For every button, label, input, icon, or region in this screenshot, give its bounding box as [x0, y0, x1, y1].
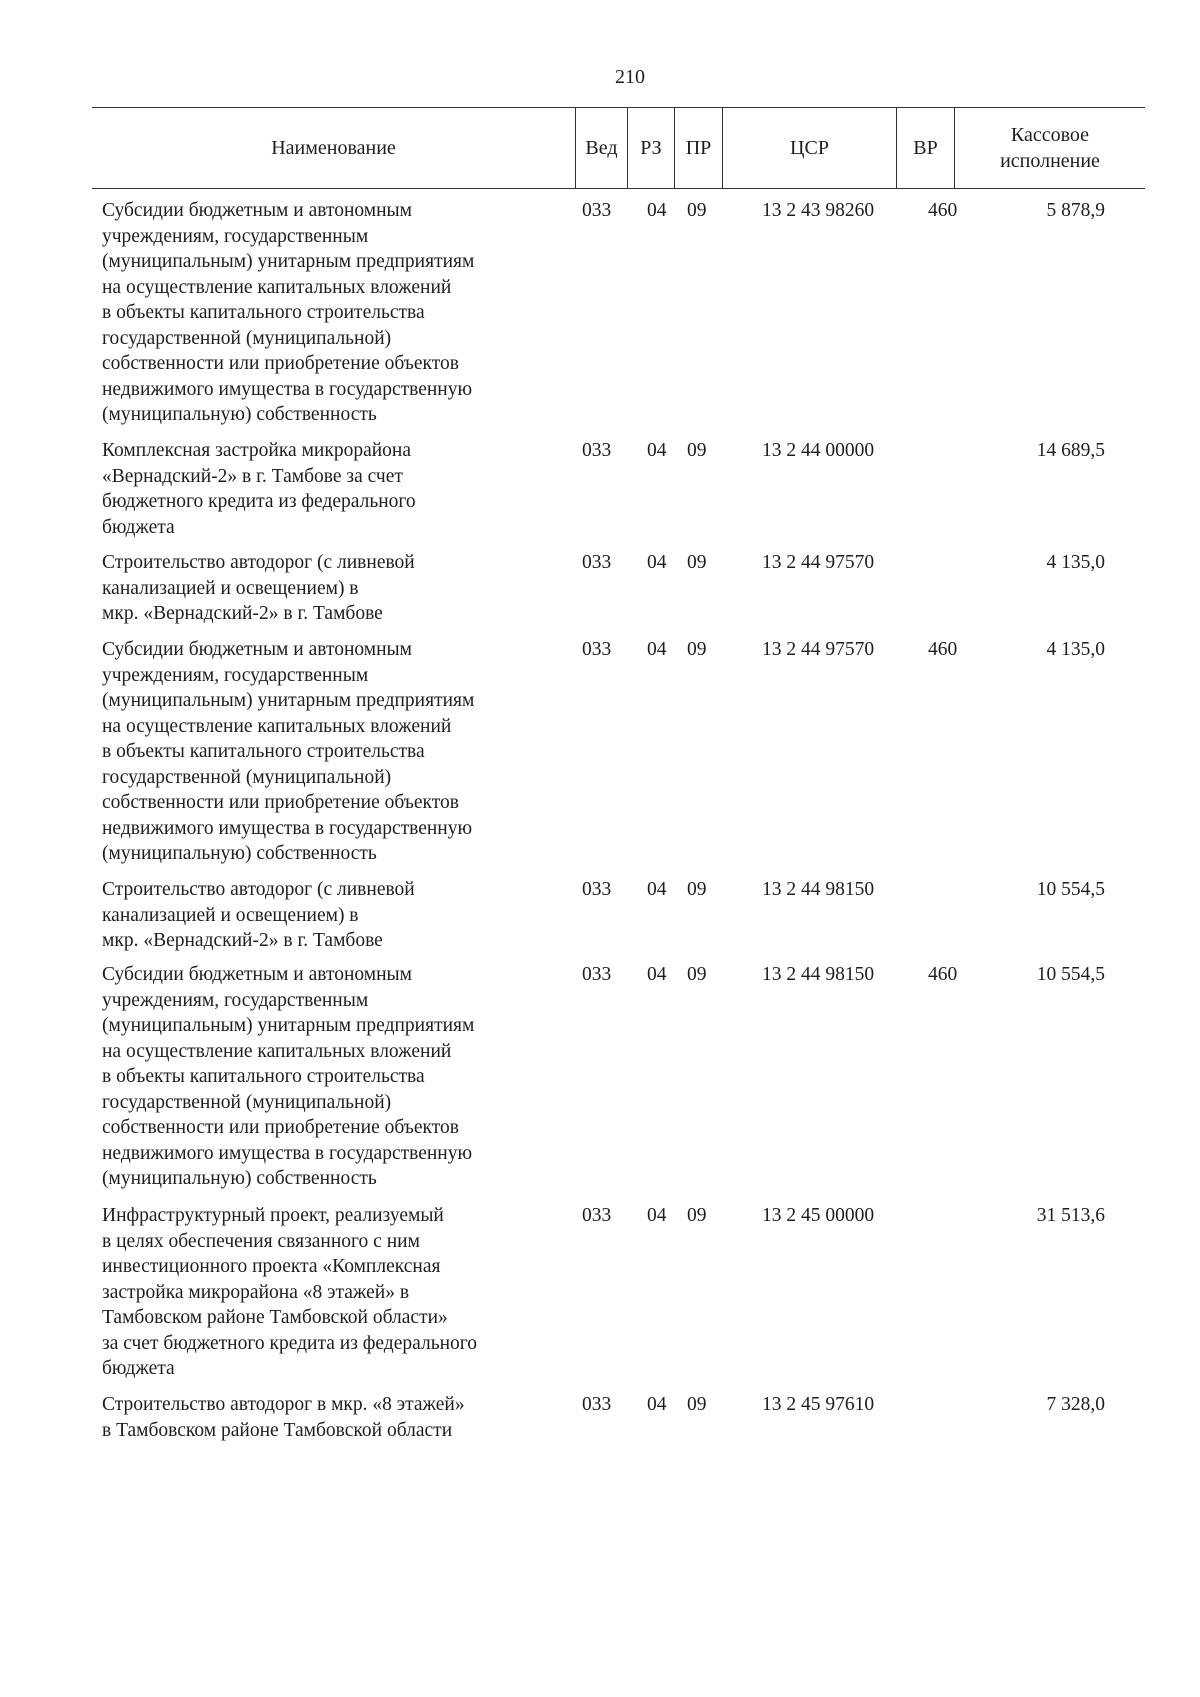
row-rz: 04 — [647, 552, 667, 573]
row-amount: 31 513,6 — [1036, 1205, 1105, 1226]
row-csr: 13 2 44 00000 — [762, 440, 875, 461]
row-rz: 04 — [647, 1205, 667, 1226]
row-rz: 04 — [647, 440, 667, 461]
row-amount: 4 135,0 — [1046, 552, 1105, 573]
row-csr: 13 2 44 98150 — [762, 964, 875, 985]
row-csr: 13 2 44 97570 — [762, 552, 875, 573]
row-csr: 13 2 45 97610 — [762, 1394, 875, 1415]
row-ved: 033 — [582, 200, 612, 221]
header-rz: РЗ — [627, 108, 674, 188]
row-pr: 09 — [687, 964, 707, 985]
row-name: Строительство автодорог (с ливневой канализацией и освещением) в мкр. «Вернадский-2» в г. Тамбове — [102, 879, 415, 951]
row-rz: 04 — [647, 1394, 667, 1415]
row-ved: 033 — [582, 552, 612, 573]
row-name: Инфраструктурный проект, реализуемый в целях обеспечения связанного с ним инвестиционного проекта «Комплексная застройка микрорайона «8 этажей» в Тамбовском районе Тамбовской области» за счет бюджетного кредита из федерального бюджета — [102, 1205, 478, 1379]
row-amount: 7 328,0 — [1046, 1394, 1105, 1415]
row-name: Субсидии бюджетным и автономным учреждениям, государственным (муниципальным) унитарным предприятиям на осуществление капитальных вложений в объекты капитального строительства государственной (муниципальной) собственности или приобретение объектов недвижимого имущества в государственную (муниципальную) собственность — [102, 964, 475, 1189]
row-name: Субсидии бюджетным и автономным учреждениям, государственным (муниципальным) унитарным предприятиям на осуществление капитальных вложений в объекты капитального строительства государственной (муниципальной) собственности или приобретение объектов недвижимого имущества в государственную (муниципальную) собственность — [102, 200, 475, 425]
table-header — [92, 107, 1145, 189]
row-ved: 033 — [582, 440, 612, 461]
row-csr: 13 2 44 97570 — [762, 639, 875, 660]
row-name: Строительство автодорог (с ливневой канализацией и освещением) в мкр. «Вернадский-2» в г. Тамбове — [102, 552, 415, 624]
row-rz: 04 — [647, 879, 667, 900]
row-ved: 033 — [582, 1205, 612, 1226]
row-pr: 09 — [687, 639, 707, 660]
header-name: Наименование — [271, 137, 396, 159]
row-amount: 10 554,5 — [1036, 964, 1105, 985]
row-amount: 5 878,9 — [1046, 200, 1105, 221]
row-amount: 14 689,5 — [1036, 440, 1105, 461]
header-ved: Вед — [575, 108, 627, 188]
row-pr: 09 — [687, 879, 707, 900]
row-pr: 09 — [687, 200, 707, 221]
row-name: Субсидии бюджетным и автономным учреждениям, государственным (муниципальным) унитарным предприятиям на осуществление капитальных вложений в объекты капитального строительства государственной (муниципальной) собственности или приобретение объектов недвижимого имущества в государственную (муниципальную) собственность — [102, 639, 475, 864]
row-rz: 04 — [647, 200, 667, 221]
header-pr: ПР — [674, 108, 722, 188]
row-ved: 033 — [582, 639, 612, 660]
row-csr: 13 2 44 98150 — [762, 879, 875, 900]
row-vr: 460 — [928, 639, 958, 660]
row-name: Строительство автодорог в мкр. «8 этажей» в Тамбовском районе Тамбовской области — [102, 1394, 465, 1441]
page-number: 210 — [615, 66, 645, 88]
row-ved: 033 — [582, 1394, 612, 1415]
row-pr: 09 — [687, 552, 707, 573]
row-pr: 09 — [687, 1205, 707, 1226]
row-rz: 04 — [647, 639, 667, 660]
header-vr: ВР — [896, 108, 954, 188]
row-ved: 033 — [582, 879, 612, 900]
row-vr: 460 — [928, 964, 958, 985]
row-pr: 09 — [687, 440, 707, 461]
row-csr: 13 2 43 98260 — [762, 200, 875, 221]
row-amount: 4 135,0 — [1046, 639, 1105, 660]
row-rz: 04 — [647, 964, 667, 985]
header-csr: ЦСР — [722, 108, 896, 188]
row-ved: 033 — [582, 964, 612, 985]
row-name: Комплексная застройка микрорайона «Вернадский-2» в г. Тамбове за счет бюджетного кредита из федерального бюджета — [102, 440, 416, 538]
row-amount: 10 554,5 — [1036, 879, 1105, 900]
row-csr: 13 2 45 00000 — [762, 1205, 875, 1226]
row-vr: 460 — [928, 200, 958, 221]
row-pr: 09 — [687, 1394, 707, 1415]
header-amount: Кассовое исполнение — [954, 108, 1145, 188]
